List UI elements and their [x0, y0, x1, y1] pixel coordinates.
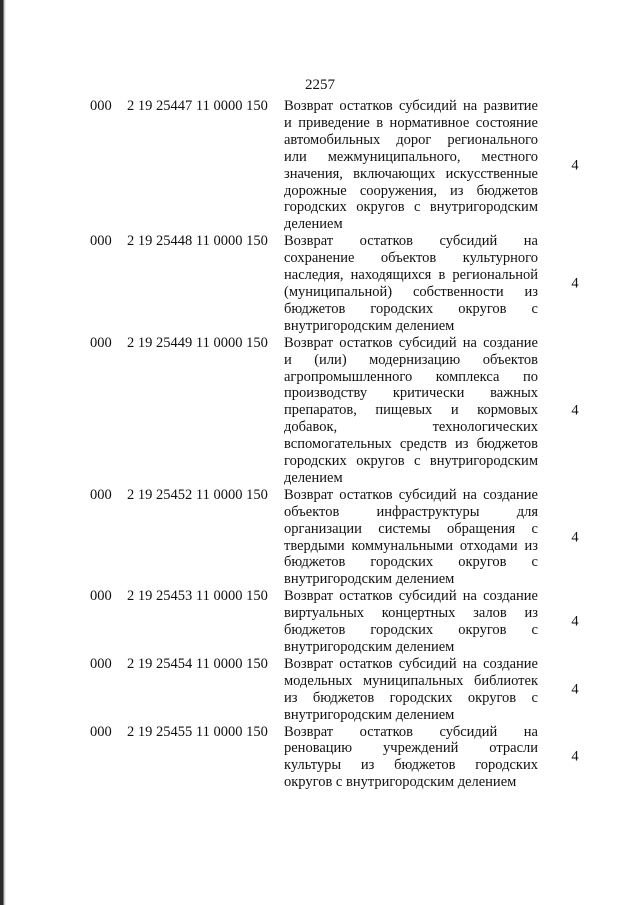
row-amount: 4	[571, 613, 579, 630]
row-description: Возврат остатков субсидий на создание виртуальных концертных залов из бюджетов городских округов с внутригородским делением	[284, 588, 538, 655]
budget-code: 2 19 25454 11 0000 150	[127, 655, 268, 672]
budget-code: 2 19 25447 11 0000 150	[127, 98, 268, 114]
admin-code: 000	[90, 233, 112, 250]
row-description: Возврат остатков субсидий на развитие и приведение в нормативное состояние автомобильных дорог регионального или межмуниципального, местного значения, включающих искусственные дорожные сооружения, из бюджетов городских округов с внутригородским делением	[284, 98, 538, 233]
row-amount: 4	[571, 748, 579, 765]
row-description: Возврат остатков субсидий на создание и (или) модернизацию объектов агропромышленного комплекса по производству критически важных препаратов, пищевых и кормовых добавок, технологических вспомогательных средств из бюджетов городских округов с внутригородским делением	[284, 334, 538, 486]
table-row	[0, 724, 640, 792]
row-description: Возврат остатков субсидий на сохранение объектов культурного наследия, находящихся в региональной (муниципальной) собственности из бюджетов городских округов с внутригородским делением	[284, 233, 538, 334]
admin-code: 000	[90, 588, 112, 605]
budget-code: 2 19 25448 11 0000 150	[127, 233, 268, 250]
table-row	[0, 233, 640, 334]
table-row	[0, 98, 640, 233]
table-row	[0, 487, 640, 588]
row-description: Возврат остатков субсидий на создание модельных муниципальных библиотек из бюджетов городских округов с внутригородским делением	[284, 655, 538, 723]
row-amount: 4	[571, 402, 579, 419]
admin-code: 000	[90, 655, 112, 672]
admin-code: 000	[90, 723, 112, 740]
budget-code: 2 19 25455 11 0000 150	[127, 723, 268, 740]
budget-code: 2 19 25452 11 0000 150	[127, 486, 268, 503]
row-description: Возврат остатков субсидий на создание объектов инфраструктуры для организации системы обращения с твердыми коммунальными отходами из бюджетов городских округов с внутригородским делением	[284, 486, 538, 588]
row-description: Возврат остатков субсидий на реновацию учреждений отрасли культуры из бюджетов городских округов с внутригородским делением	[284, 723, 538, 791]
row-amount: 4	[571, 529, 579, 546]
row-amount: 4	[571, 275, 579, 292]
admin-code: 000	[90, 98, 112, 114]
row-amount: 4	[571, 681, 579, 698]
budget-code: 2 19 25453 11 0000 150	[127, 588, 268, 605]
table-row	[0, 588, 640, 656]
budget-codes-table	[0, 98, 640, 791]
page-number: 2257	[305, 77, 335, 93]
budget-code: 2 19 25449 11 0000 150	[127, 334, 268, 351]
admin-code: 000	[90, 486, 112, 503]
table-row	[0, 335, 640, 487]
table-row	[0, 656, 640, 724]
admin-code: 000	[90, 334, 112, 351]
row-amount: 4	[571, 157, 579, 174]
